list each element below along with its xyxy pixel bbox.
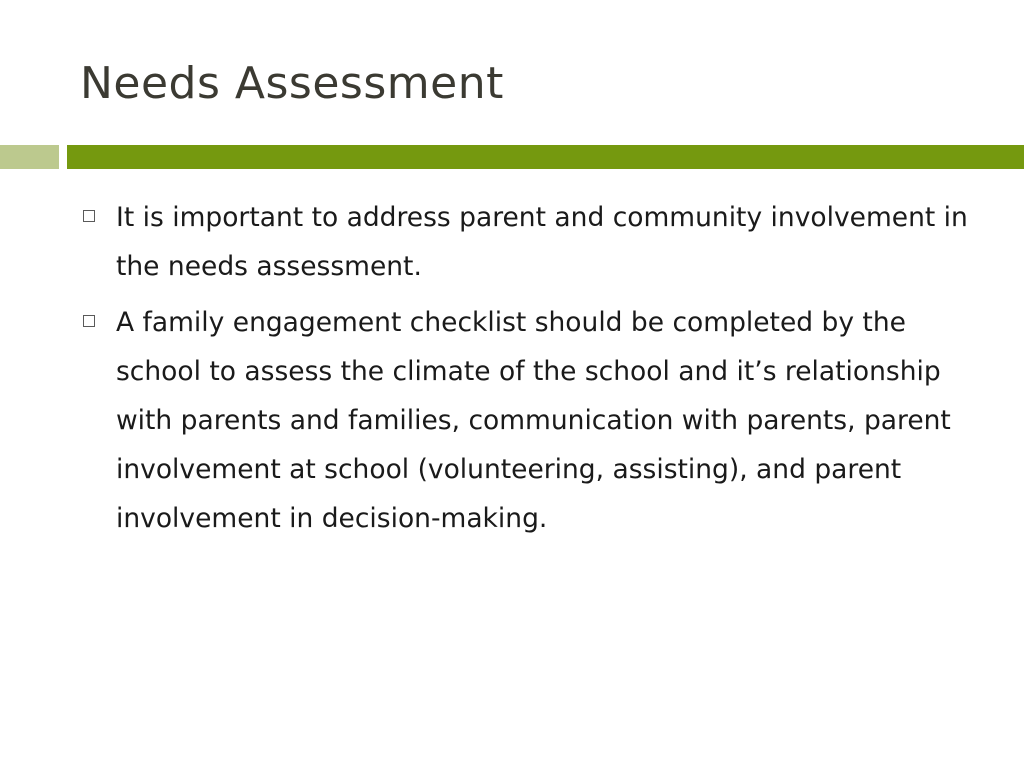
bullet-text: It is important to address parent and community involvement in the needs assessment. <box>116 202 968 282</box>
hollow-square-bullet-icon <box>83 210 95 222</box>
hollow-square-bullet-icon <box>83 315 95 327</box>
title-underline-accent-right <box>67 145 1024 169</box>
bullet-list <box>80 193 980 550</box>
bullet-item <box>80 298 980 543</box>
slide-title: Needs Assessment <box>80 58 504 109</box>
bullet-text: A family engagement checklist should be completed by the school to assess the climate of the school and it’s relationship with parents and families, communication with parents, parent involvement at school (volunteering, assisting), and parent involvement in decision-making. <box>116 307 951 534</box>
title-underline-accent-left <box>0 145 59 169</box>
bullet-item <box>80 193 980 291</box>
